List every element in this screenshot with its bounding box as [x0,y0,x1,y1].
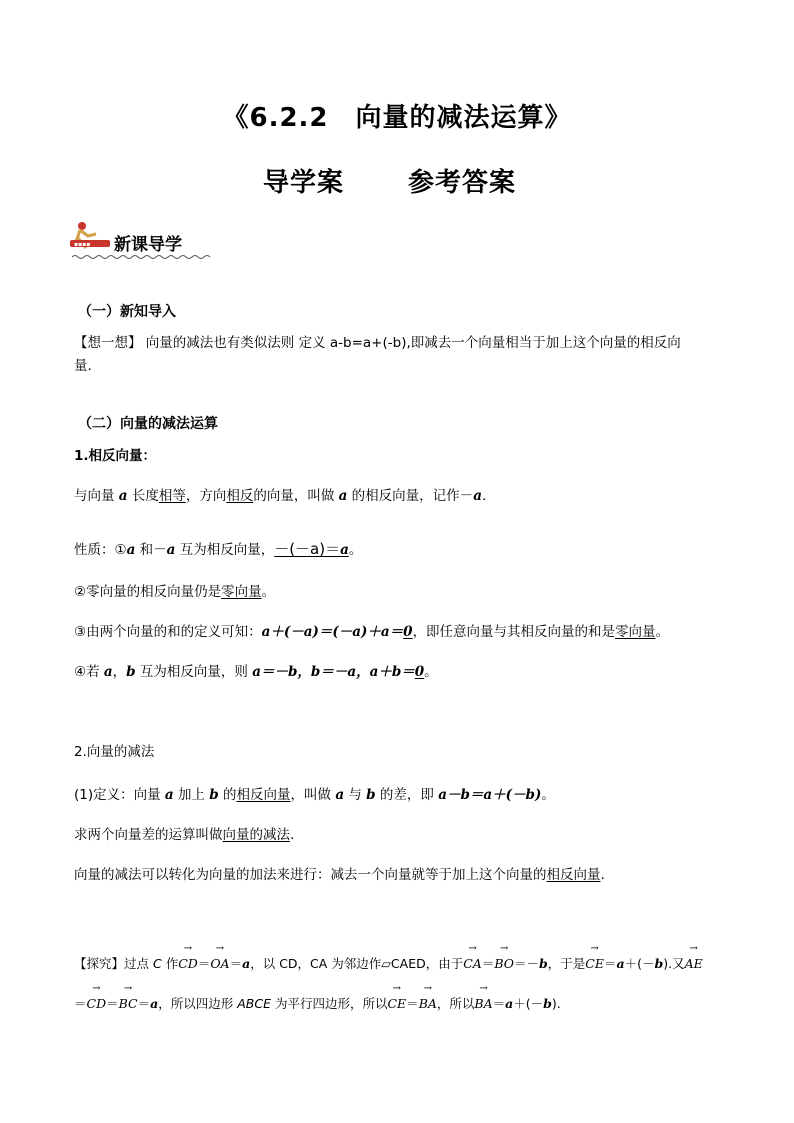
property-1: 性质：①a 和－a 互为相反向量，－(－a)＝a。 [74,540,363,558]
subtraction-definition: (1)定义：向量 a 加上 b 的相反向量，叫做 a 与 b 的差，即 a－b＝a＋(－b)。 [74,787,555,803]
opposite-vector-definition: 与向量 a 长度相等，方向相反的向量，叫做 a 的相反向量，记作－a. [74,488,487,504]
explore-line-1: 【探究】过点 C 作→ CD＝→ OA＝a，以 CD，CA 为邻边作▱CAED，由于→ CA＝→ BO＝－b，于是→ CE＝a＋(－b).又→ AE [74,954,703,972]
section1-heading: （一）新知导入 [78,304,176,320]
subtitle-guide: 导学案 [263,168,345,198]
subtraction-conversion-line: 向量的减法可以转化为向量的加法来进行：减去一个向量就等于加上这个向量的相反向量. [74,867,605,883]
runner-logo-icon [68,220,116,256]
section2-heading: （二）向量的减法运算 [78,416,218,432]
subtraction-operation-line: 求两个向量差的运算叫做向量的减法. [74,827,295,843]
property-2: ②零向量的相反向量仍是零向量。 [74,584,276,600]
section-banner [68,218,213,260]
wavy-underline [72,254,214,260]
banner-label: 新课导学 [114,235,182,255]
subtitle-answers: 参考答案 [408,168,517,198]
subsection-opposite-vector: 1.相反向量： [74,448,157,464]
explore-line-2: ＝→ CD＝→ BC＝a，所以四边形 ABCE 为平行四边形，所以→ CE＝→ BA，所以→ BA＝a＋(－b). [74,994,561,1012]
svg-text:▪▪▪▪: ▪▪▪▪ [74,241,91,248]
subsection-vector-subtraction: 2.向量的减法 [74,744,155,760]
think-line-2: 量. [74,358,92,374]
property-3: ③由两个向量的和的定义可知：a＋(－a)＝(－a)＋a＝0，即任意向量与其相反向量的和是零向量。 [74,624,670,640]
think-line-1: 【想一想】 向量的减法也有类似法则 定义 a-b=a+(-b),即减去一个向量相当于加上这个向量的相反向 [74,335,681,351]
property-4: ④若 a，b 互为相反向量，则 a＝－b，b＝－a，a＋b＝0。 [74,664,438,680]
document-title: 《6.2.2 向量的减法运算》 [222,103,572,133]
